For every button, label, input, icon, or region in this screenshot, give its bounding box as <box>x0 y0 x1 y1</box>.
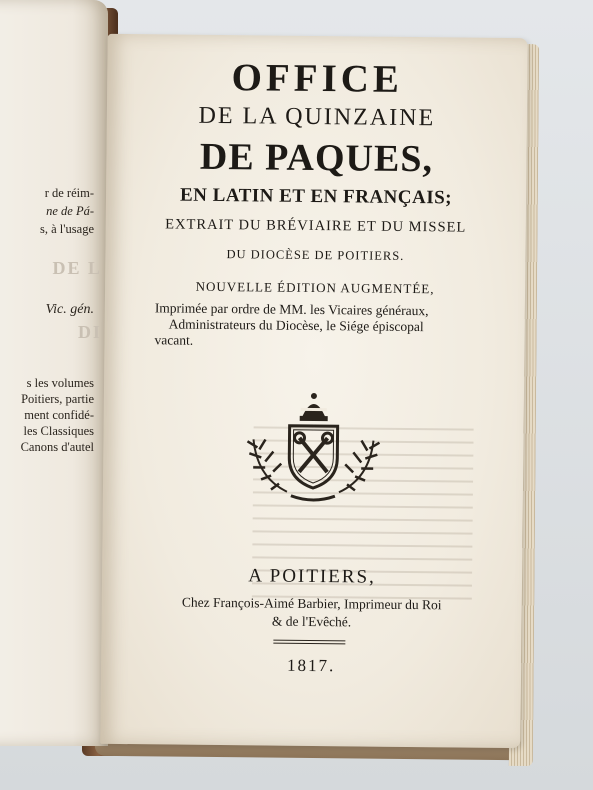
subtitle-extrait: EXTRAIT DU BRÉVIAIRE ET DU MISSEL <box>165 216 467 236</box>
left-page-line: s, à l'usage <box>40 222 94 236</box>
left-page-line: ne de Pá- <box>46 204 94 218</box>
imprimatur-line: Administrateurs du Diocèse, le Siége épiscopal <box>168 316 424 335</box>
title-paques: DE PAQUES, <box>199 135 434 181</box>
subtitle-diocese: DU DIOCÈSE DE POITIERS. <box>226 247 405 263</box>
papal-keys-tiara-emblem-icon <box>243 387 384 508</box>
left-page-line: r de réim- <box>44 186 94 200</box>
imprimatur-line: Imprimée par ordre de MM. les Vicaires généraux, <box>154 300 429 319</box>
imprimatur-statement <box>154 300 494 352</box>
left-page-ghost-text: DE L <box>52 258 102 278</box>
imprint-year: 1817. <box>286 655 336 676</box>
imprint-printer-line: Chez François-Aimé Barbier, Imprimeur du Roi <box>181 594 442 613</box>
edition-statement: NOUVELLE ÉDITION AUGMENTÉE, <box>195 278 435 297</box>
title-office: OFFICE <box>231 56 404 101</box>
left-page-line: ment confidé- <box>24 408 94 422</box>
left-page-line: Canons d'autel <box>20 440 94 454</box>
left-page-ghost-text: DI <box>77 322 102 342</box>
imprint-city: A POITIERS, <box>248 565 376 588</box>
title-page <box>100 34 527 748</box>
left-page-line: les Classiques <box>23 424 94 438</box>
title-quinzaine: DE LA QUINZAINE <box>198 102 436 132</box>
left-page-line: Poitiers, partie <box>21 392 94 406</box>
imprint-printer-line: & de l'Evêché. <box>271 613 352 630</box>
subtitle-latin-francais: EN LATIN ET EN FRANÇAIS; <box>179 184 453 209</box>
imprimatur-line: vacant. <box>154 332 194 348</box>
left-page <box>0 0 108 746</box>
left-page-line: Vic. gén. <box>45 302 94 317</box>
left-page-line: s les volumes <box>26 376 94 390</box>
